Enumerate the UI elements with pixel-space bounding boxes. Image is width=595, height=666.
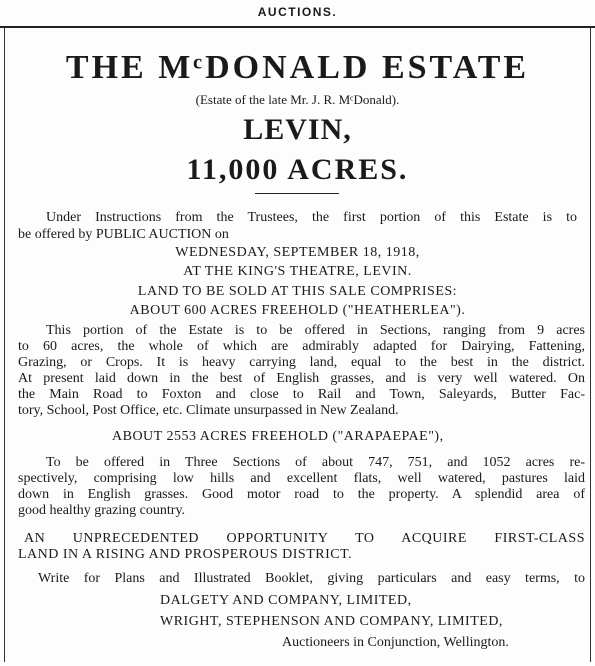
advert-acreage: 11,000 ACRES.	[186, 153, 409, 186]
lot1-body-line: At present laid down in the best of English grasses, and is very well watered. On	[18, 371, 585, 386]
lot2-body-line: To be offered in Three Sections of about 747, 751, and 1052 acres re-	[46, 455, 585, 470]
lot1-body-line: the Main Road to Foxton and close to Rail and Town, Saleyards, Butter Fac-	[18, 387, 585, 402]
opportunity-line: AN UNPRECEDENTED OPPORTUNITY TO ACQUIRE FIRST-CLASS	[24, 531, 585, 546]
agent-dalgety: DALGETY AND COMPANY, LIMITED,	[160, 593, 412, 608]
lot2-body-line: down in English grasses. Good motor road to the property. A splendid area of	[18, 487, 585, 502]
auctioneers-line: Auctioneers in Conjunction, Wellington.	[282, 635, 509, 650]
section-header	[0, 0, 595, 28]
lot2-body-line: good healthy grazing country.	[18, 503, 186, 518]
intro-line: be offered by PUBLIC AUCTION on	[18, 227, 229, 242]
section-label: AUCTIONS.	[257, 5, 338, 19]
lot1-heading: ABOUT 600 ACRES FREEHOLD ("HEATHERLEA").	[129, 303, 466, 318]
lot2-heading: ABOUT 2553 ACRES FREEHOLD ("ARAPAEPAE"),	[112, 429, 444, 444]
advert-place: LEVIN,	[243, 113, 352, 146]
opportunity-line: LAND IN A RISING AND PROSPEROUS DISTRICT.	[18, 547, 353, 562]
lot1-body-line: Grazing, or Crops. It is heavy carrying land, equal to the best in the district.	[18, 355, 585, 370]
advert-subtitle: (Estate of the late Mr. J. R. MᶜDonald).	[195, 92, 400, 107]
divider-rule	[255, 193, 339, 194]
write-for-line: Write for Plans and Illustrated Booklet, giving particulars and easy terms, to	[38, 571, 585, 586]
advert-title: THE MᶜDONALD ESTATE	[65, 49, 530, 86]
intro-line: Under Instructions from the Trustees, the first portion of this Estate is to	[46, 210, 577, 225]
lot1-body-line: to 60 acres, the whole of which are admirably adapted for Dairying, Fattening,	[18, 339, 585, 354]
agent-wright-stephenson: WRIGHT, STEPHENSON AND COMPANY, LIMITED,	[160, 614, 503, 629]
lot1-body-line: This portion of the Estate is to be offered in Sections, ranging from 9 acres	[46, 323, 585, 338]
sale-heading: LAND TO BE SOLD AT THIS SALE COMPRISES:	[137, 284, 458, 299]
lot2-body-line: spectively, comprising low hills and excellent flats, well watered, pastures laid	[18, 471, 585, 486]
lot1-body-line: tory, School, Post Office, etc. Climate unsurpassed in New Zealand.	[18, 403, 399, 418]
auction-date: WEDNESDAY, SEPTEMBER 18, 1918,	[175, 245, 420, 260]
auction-venue: AT THE KING'S THEATRE, LEVIN.	[183, 264, 412, 279]
